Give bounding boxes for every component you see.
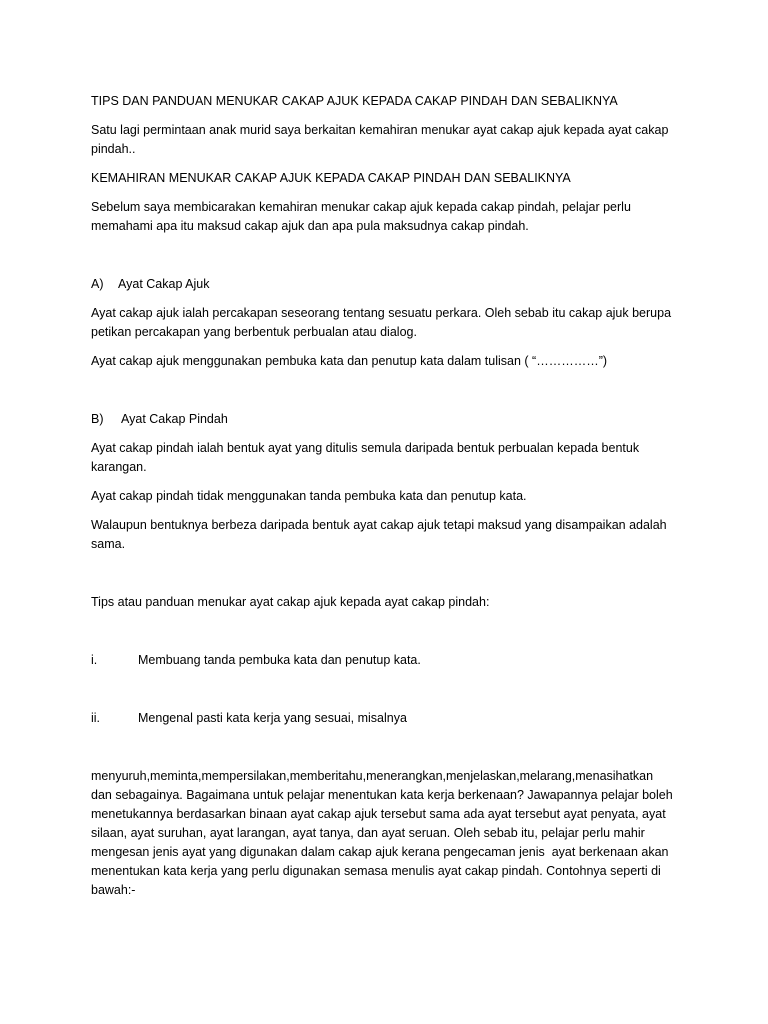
closing-line-6: menentukan kata kerja yang perlu digunakan semasa menulis ayat cakap pindah. Contohnya seperti di — [91, 864, 661, 878]
section-b-para3-line-1: Walaupun bentuknya berbeza daripada bentuk ayat cakap ajuk tetapi maksud yang disampaikan adalah — [91, 518, 667, 532]
section-a-para1-line-2: petikan percakapan yang berbentuk perbualan atau dialog. — [91, 325, 417, 339]
section-a-letter: A) — [91, 277, 104, 291]
section-a-para1-line-1: Ayat cakap ajuk ialah percakapan seseorang tentang sesuatu perkara. Oleh sebab itu cakap ajuk berupa — [91, 306, 672, 320]
section-b-para2: Ayat cakap pindah tidak menggunakan tanda pembuka kata dan penutup kata. — [91, 489, 527, 503]
intro-line-2: pindah.. — [91, 142, 136, 156]
section-b-para1-line-1: Ayat cakap pindah ialah bentuk ayat yang ditulis semula daripada bentuk perbualan kepada bentuk — [91, 441, 640, 455]
subtitle: KEMAHIRAN MENUKAR CAKAP AJUK KEPADA CAKAP PINDAH DAN SEBALIKNYA — [91, 171, 571, 185]
section-b-para3-line-2: sama. — [91, 537, 126, 551]
section-b-title: Ayat Cakap Pindah — [121, 412, 228, 426]
tip-text: Membuang tanda pembuka kata dan penutup kata. — [138, 653, 421, 667]
section-a-title: Ayat Cakap Ajuk — [118, 277, 210, 291]
closing-line-1: menyuruh,meminta,mempersilakan,memberitahu,menerangkan,menjelaskan,melarang,menasihatkan — [91, 769, 654, 783]
tip-number: i. — [91, 653, 98, 667]
closing-line-3: menetukannya berdasarkan binaan ayat cakap ajuk tersebut sama ada ayat tersebut ayat penyata, ayat — [91, 807, 666, 821]
document-title: TIPS DAN PANDUAN MENUKAR CAKAP AJUK KEPADA CAKAP PINDAH DAN SEBALIKNYA — [91, 94, 618, 108]
preface-line-1: Sebelum saya membicarakan kemahiran menukar cakap ajuk kepada cakap pindah, pelajar perlu — [91, 200, 631, 214]
section-b-para1-line-2: karangan. — [91, 460, 147, 474]
tip-text: Mengenal pasti kata kerja yang sesuai, misalnya — [138, 711, 407, 725]
tips-heading: Tips atau panduan menukar ayat cakap ajuk kepada ayat cakap pindah: — [91, 595, 490, 609]
section-a-para2: Ayat cakap ajuk menggunakan pembuka kata dan penutup kata dalam tulisan ( “……………”) — [91, 354, 608, 368]
closing-line-4: silaan, ayat suruhan, ayat larangan, ayat tanya, dan ayat seruan. Oleh sebab itu, pelajar perlu mahir — [91, 826, 645, 840]
closing-line-7: bawah:- — [91, 883, 136, 897]
closing-line-2: dan sebagainya. Bagaimana untuk pelajar menentukan kata kerja berkenaan? Jawapannya pelajar boleh — [91, 788, 673, 802]
intro-line-1: Satu lagi permintaan anak murid saya berkaitan kemahiran menukar ayat cakap ajuk kepada ayat cakap — [91, 123, 669, 137]
tip-number: ii. — [91, 711, 101, 725]
section-b-letter: B) — [91, 412, 104, 426]
closing-line-5: mengesan jenis ayat yang digunakan dalam cakap ajuk kerana pengecaman jenis ayat berkenaan akan — [91, 845, 669, 859]
preface-line-2: memahami apa itu maksud cakap ajuk dan apa pula maksudnya cakap pindah. — [91, 219, 529, 233]
